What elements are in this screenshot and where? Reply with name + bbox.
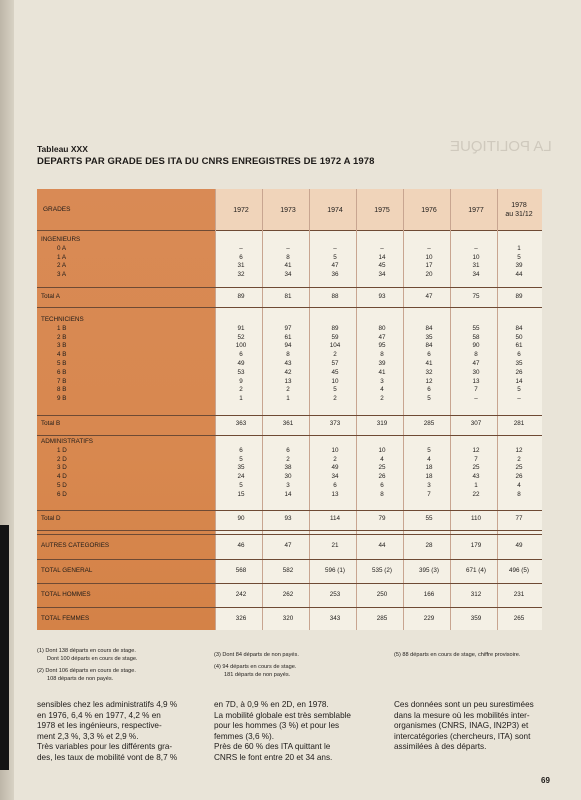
table-cell: 80 <box>378 324 386 332</box>
table-cell: 5 <box>427 395 431 403</box>
table-cell: 5 <box>333 253 337 261</box>
section-heading: ADMINISTRATIFS <box>41 438 94 445</box>
table-cell: 5 <box>427 446 431 454</box>
row-label: 9 B <box>57 395 67 403</box>
table-cell: 35 <box>515 360 523 367</box>
table-cell: 59 <box>331 333 339 341</box>
table-cell: 49 <box>237 360 245 367</box>
year-header: 1976 <box>421 207 437 214</box>
table-cell: 2 <box>333 455 337 463</box>
total-femmes-row-cell: 285 <box>376 615 388 622</box>
table-cell: 8 <box>380 490 384 498</box>
row-label: 3 A <box>57 271 67 279</box>
table-cell: 36 <box>331 271 339 279</box>
table-cell: 34 <box>331 473 339 481</box>
autres-categories-row-cell: 21 <box>331 542 339 549</box>
table-cell: 100 <box>235 342 247 350</box>
body-line: femmes (3,6 %). <box>214 731 275 741</box>
footnote-2: (2) Dont 106 départs en cours de stage. 108 départs de non payés. <box>37 668 136 682</box>
table-cell: 34 <box>472 271 480 279</box>
table-cell: 5 <box>517 253 521 261</box>
table-cell: 32 <box>425 368 433 376</box>
total-cell: 363 <box>235 420 247 427</box>
section-heading: INGENIEURS <box>41 236 81 243</box>
table-cell: 43 <box>472 473 480 481</box>
table-title: DEPARTS PAR GRADE DES ITA DU CNRS ENREGISTRES DE 1972 A 1978 <box>37 156 375 167</box>
table-cell: 3 <box>427 482 431 489</box>
table-cell: – <box>427 244 431 252</box>
table-cell: 84 <box>425 342 433 350</box>
table-cell: 7 <box>427 490 431 498</box>
row-label: 2 A <box>57 262 67 270</box>
bleed-through-text: LA POLITIQUE <box>450 138 552 155</box>
table-cell: 45 <box>331 368 339 376</box>
table-cell: 5 <box>517 386 521 394</box>
total-general-row-cell: 596 (1) <box>325 567 345 574</box>
body-line: Près de 60 % des ITA quittant le <box>214 742 331 752</box>
table-cell: 89 <box>331 324 339 332</box>
table-cell: 3 <box>380 377 384 385</box>
table-cell: 1 <box>239 395 243 403</box>
body-line: sensibles chez les administratifs 4,9 % <box>37 700 178 709</box>
body-line: assimilées à des départs. <box>394 742 487 752</box>
table-cell: 26 <box>378 473 386 481</box>
table-cell: – <box>517 395 521 403</box>
section-end-divider <box>37 530 542 531</box>
footnote-4: (4) 94 départs en cours de stage. 181 départs de non payés. <box>214 664 297 678</box>
section-end-divider <box>37 435 542 436</box>
table-cell: – <box>380 244 384 252</box>
total-general-row-cell: 535 (2) <box>372 567 392 574</box>
table-cell: 25 <box>515 464 523 472</box>
body-column-3 <box>394 700 534 753</box>
table-cell: 31 <box>472 262 480 270</box>
table-cell: 6 <box>286 446 290 454</box>
table-cell: 2 <box>333 395 337 403</box>
total-hommes-row-label: TOTAL HOMMES <box>41 591 91 598</box>
table-cell: 94 <box>284 342 292 350</box>
body-line: Ces données sont un peu surestimées <box>394 700 534 709</box>
table-cell: 4 <box>427 455 431 463</box>
table-cell: 6 <box>380 482 384 489</box>
body-line: CNRS le font entre 20 et 34 ans. <box>214 752 333 762</box>
body-column-1 <box>37 700 177 764</box>
table-cell: 10 <box>378 446 386 454</box>
table-cell: 1 <box>474 482 478 489</box>
table-cell: 47 <box>331 262 339 270</box>
total-cell: 373 <box>329 420 341 427</box>
total-cell: 114 <box>329 515 341 522</box>
body-line: en 7D, à 0,9 % en 2D, en 1978. <box>214 700 329 709</box>
table-cell: 4 <box>380 455 384 463</box>
row-label: 4 D <box>57 473 67 481</box>
autres-categories-row-cell: 179 <box>470 542 482 549</box>
table-cell: 6 <box>239 446 243 454</box>
total-hommes-row-cell: 166 <box>423 591 435 598</box>
total-cell: 285 <box>423 420 435 427</box>
table-cell: 12 <box>515 446 523 454</box>
table-cell: 35 <box>237 464 245 472</box>
row-label: 2 B <box>57 333 67 341</box>
table-cell: 91 <box>237 324 245 332</box>
table-cell: 2 <box>286 386 290 394</box>
table-cell: 31 <box>237 262 245 270</box>
table-cell: 8 <box>286 253 290 261</box>
row-label: 5 D <box>57 482 67 489</box>
table-cell: 26 <box>515 473 523 481</box>
total-general-row-cell: 568 <box>235 567 247 574</box>
header-divider <box>37 230 542 231</box>
total-general-row-cell: 496 (5) <box>509 567 529 574</box>
table-cell: – <box>286 244 290 252</box>
section-total-divider <box>37 415 542 416</box>
table-cell: 13 <box>331 490 339 498</box>
grades-header: GRADES <box>43 206 71 213</box>
table-cell: 58 <box>472 333 480 341</box>
table-cell: 34 <box>378 271 386 279</box>
total-hommes-row-cell: 242 <box>235 591 247 598</box>
table-cell: 14 <box>378 253 386 261</box>
table-cell: 45 <box>378 262 386 270</box>
total-femmes-row-cell: 320 <box>282 615 294 622</box>
row-label: 3 D <box>57 464 67 472</box>
table-cell: 47 <box>378 333 386 341</box>
row-label: 8 B <box>57 386 67 394</box>
row-label: 4 B <box>57 351 67 359</box>
table-cell: 8 <box>517 490 521 498</box>
table-cell: 61 <box>515 342 523 350</box>
table-cell: 10 <box>425 253 433 261</box>
table-cell: 10 <box>331 377 339 385</box>
total-cell: 75 <box>472 293 480 300</box>
table-cell: 39 <box>378 360 386 367</box>
departures-table <box>37 189 542 630</box>
page-thumb-tab <box>0 525 9 770</box>
table-cell: 32 <box>237 271 245 279</box>
row-label: 1 A <box>57 253 67 261</box>
body-line: ment 2,3 %, 3,3 % et 2,9 %. <box>37 731 139 741</box>
total-hommes-row-cell: 312 <box>470 591 482 598</box>
table-cell: – <box>239 244 243 252</box>
row-label: 0 A <box>57 244 67 252</box>
total-cell: 55 <box>425 515 433 522</box>
table-cell: 61 <box>284 333 292 341</box>
body-line: Très variables pour les différents gra- <box>37 742 173 752</box>
table-cell: 12 <box>472 446 480 454</box>
table-cell: 14 <box>284 490 292 498</box>
total-hommes-row-divider <box>37 583 542 584</box>
table-cell: 12 <box>425 377 433 385</box>
table-cell: 17 <box>425 262 433 270</box>
total-label: Total B <box>41 420 61 427</box>
year-header: 1975 <box>374 207 390 214</box>
table-label: Tableau XXX <box>37 144 88 154</box>
table-cell: 6 <box>239 351 243 359</box>
table-cell: 8 <box>474 351 478 359</box>
table-cell: 8 <box>286 351 290 359</box>
table-cell: 84 <box>515 324 523 332</box>
column-divider <box>215 189 216 630</box>
table-cell: 90 <box>472 342 480 350</box>
total-label: Total D <box>41 515 61 522</box>
table-cell: 15 <box>237 490 245 498</box>
table-cell: 13 <box>284 377 292 385</box>
section-end-divider <box>37 307 542 308</box>
total-femmes-row-cell: 229 <box>423 615 435 622</box>
year-header: 1972 <box>233 207 249 214</box>
table-cell: 7 <box>474 455 478 463</box>
page-number: 69 <box>541 776 550 785</box>
table-cell: 57 <box>331 360 339 367</box>
total-general-row-cell: 395 (3) <box>419 567 439 574</box>
table-cell: 41 <box>378 368 386 376</box>
year-header: 1977 <box>468 207 484 214</box>
total-cell: 89 <box>515 293 523 300</box>
table-cell: 95 <box>378 342 386 350</box>
body-line: intercatégories (chercheurs, ITA) sont <box>394 731 531 741</box>
table-cell: 4 <box>517 482 521 489</box>
year-note: au 31/12 <box>505 211 533 218</box>
table-cell: 43 <box>284 360 292 367</box>
table-cell: 8 <box>380 351 384 359</box>
total-general-row-cell: 582 <box>282 567 294 574</box>
footnote-5: (5) 88 départs en cours de stage, chiffre provisoire. <box>394 652 521 658</box>
table-cell: 5 <box>239 455 243 463</box>
table-cell: 44 <box>515 271 523 279</box>
table-cell: – <box>474 244 478 252</box>
table-cell: 7 <box>474 386 478 394</box>
total-cell: 90 <box>237 515 245 522</box>
table-cell: 3 <box>286 482 290 489</box>
table-cell: 18 <box>425 473 433 481</box>
table-cell: 1 <box>517 244 521 252</box>
year-header: 1978 <box>511 202 527 209</box>
year-header: 1973 <box>280 207 296 214</box>
total-cell: 361 <box>282 420 294 427</box>
table-cell: 30 <box>284 473 292 481</box>
table-cell: 6 <box>239 253 243 261</box>
table-cell: 25 <box>378 464 386 472</box>
section-total-divider <box>37 287 542 288</box>
body-line: en 1976, 6,4 % en 1977, 4,2 % en <box>37 710 161 720</box>
table-cell: 5 <box>239 482 243 489</box>
total-hommes-row-cell: 250 <box>376 591 388 598</box>
section-heading: TECHNICIENS <box>41 316 84 323</box>
autres-categories-row-label: AUTRES CATEGORIES <box>41 542 110 549</box>
year-header: 1974 <box>327 207 343 214</box>
total-femmes-row-cell: 326 <box>235 615 247 622</box>
total-femmes-row-divider <box>37 607 542 608</box>
total-cell: 79 <box>378 515 386 522</box>
row-label: 1 B <box>57 324 67 332</box>
row-label: 1 D <box>57 446 67 454</box>
table-cell: 34 <box>284 271 292 279</box>
table-cell: 104 <box>329 342 341 350</box>
table-cell: 13 <box>472 377 480 385</box>
total-hommes-row-cell: 231 <box>513 591 525 598</box>
total-cell: 93 <box>378 293 386 300</box>
table-cell: 52 <box>237 333 245 341</box>
footnote-3: (3) Dont 84 départs de non payés. <box>214 652 299 658</box>
table-cell: 35 <box>425 333 433 341</box>
table-cell: 6 <box>517 351 521 359</box>
body-line: La mobilité globale est très semblable <box>214 710 351 720</box>
autres-categories-row-cell: 44 <box>378 542 386 549</box>
total-femmes-row-cell: 343 <box>329 615 341 622</box>
table-cell: 41 <box>284 262 292 270</box>
body-line: dans la mesure où les mobilités inter- <box>394 710 530 720</box>
table-cell: 2 <box>380 395 384 403</box>
table-cell: 39 <box>515 262 523 270</box>
table-cell: 55 <box>472 324 480 332</box>
total-cell: 307 <box>470 420 482 427</box>
total-cell: 81 <box>284 293 292 300</box>
row-label: 6 D <box>57 490 67 498</box>
total-femmes-row-label: TOTAL FEMMES <box>41 615 90 622</box>
total-cell: 89 <box>237 293 245 300</box>
table-cell: 30 <box>472 368 480 376</box>
total-cell: 88 <box>331 293 339 300</box>
table-cell: 9 <box>239 377 243 385</box>
body-line: des, les taux de mobilité vont de 8,7 % <box>37 752 178 762</box>
table-cell: – <box>333 244 337 252</box>
table-cell: 22 <box>472 490 480 498</box>
total-cell: 47 <box>425 293 433 300</box>
table-cell: 42 <box>284 368 292 376</box>
table-cell: 49 <box>331 464 339 472</box>
total-femmes-row-cell: 265 <box>513 615 525 622</box>
table-cell: 50 <box>515 333 523 341</box>
body-line: 1978 et les ingénieurs, respective- <box>37 721 162 731</box>
total-cell: 77 <box>515 515 523 522</box>
table-cell: 2 <box>333 351 337 359</box>
table-cell: 20 <box>425 271 433 279</box>
table-cell: 53 <box>237 368 245 376</box>
autres-categories-row-cell: 28 <box>425 542 433 549</box>
table-cell: 38 <box>284 464 292 472</box>
table-cell: 47 <box>472 360 480 367</box>
footnote-1: (1) Dont 138 départs en cours de stage. Dont 100 départs en cours de stage. <box>37 648 138 662</box>
row-label: 2 D <box>57 455 67 463</box>
body-line: pour les hommes (3 %) et pour les <box>214 721 340 731</box>
table-cell: 2 <box>286 455 290 463</box>
table-cell: 26 <box>515 368 523 376</box>
total-hommes-row-cell: 262 <box>282 591 294 598</box>
total-femmes-row-cell: 359 <box>470 615 482 622</box>
autres-categories-row-cell: 47 <box>284 542 292 549</box>
total-cell: 110 <box>470 515 482 522</box>
body-column-2 <box>214 700 351 764</box>
table-cell: 25 <box>472 464 480 472</box>
table-cell: 1 <box>286 395 290 403</box>
table-cell: 18 <box>425 464 433 472</box>
row-label: 5 B <box>57 360 67 367</box>
total-label: Total A <box>41 293 60 300</box>
table-cell: 6 <box>427 351 431 359</box>
row-label: 6 B <box>57 368 67 376</box>
table-cell: 14 <box>515 377 523 385</box>
table-cell: 10 <box>472 253 480 261</box>
total-cell: 319 <box>376 420 388 427</box>
row-label: 3 B <box>57 342 67 350</box>
autres-categories-row-divider <box>37 534 542 535</box>
total-general-row-label: TOTAL GENERAL <box>41 567 93 574</box>
autres-categories-row-cell: 46 <box>237 542 245 549</box>
table-cell: 2 <box>239 386 243 394</box>
table-cell: 41 <box>425 360 433 367</box>
autres-categories-row-cell: 49 <box>515 542 523 549</box>
total-general-row-divider <box>37 559 542 560</box>
table-cell: 5 <box>333 386 337 394</box>
table-cell: 97 <box>284 324 292 332</box>
total-general-row-cell: 671 (4) <box>466 567 486 574</box>
table-cell: 24 <box>237 473 245 481</box>
table-cell: 6 <box>333 482 337 489</box>
total-cell: 281 <box>513 420 525 427</box>
table-cell: – <box>474 395 478 403</box>
total-cell: 93 <box>284 515 292 522</box>
table-cell: 6 <box>427 386 431 394</box>
total-hommes-row-cell: 253 <box>329 591 341 598</box>
table-cell: 2 <box>517 455 521 463</box>
table-cell: 84 <box>425 324 433 332</box>
body-line: organismes (CNRS, INAG, IN2P3) et <box>394 721 529 731</box>
table-cell: 4 <box>380 386 384 394</box>
row-label: 7 B <box>57 377 67 385</box>
section-total-divider <box>37 510 542 511</box>
table-cell: 10 <box>331 446 339 454</box>
